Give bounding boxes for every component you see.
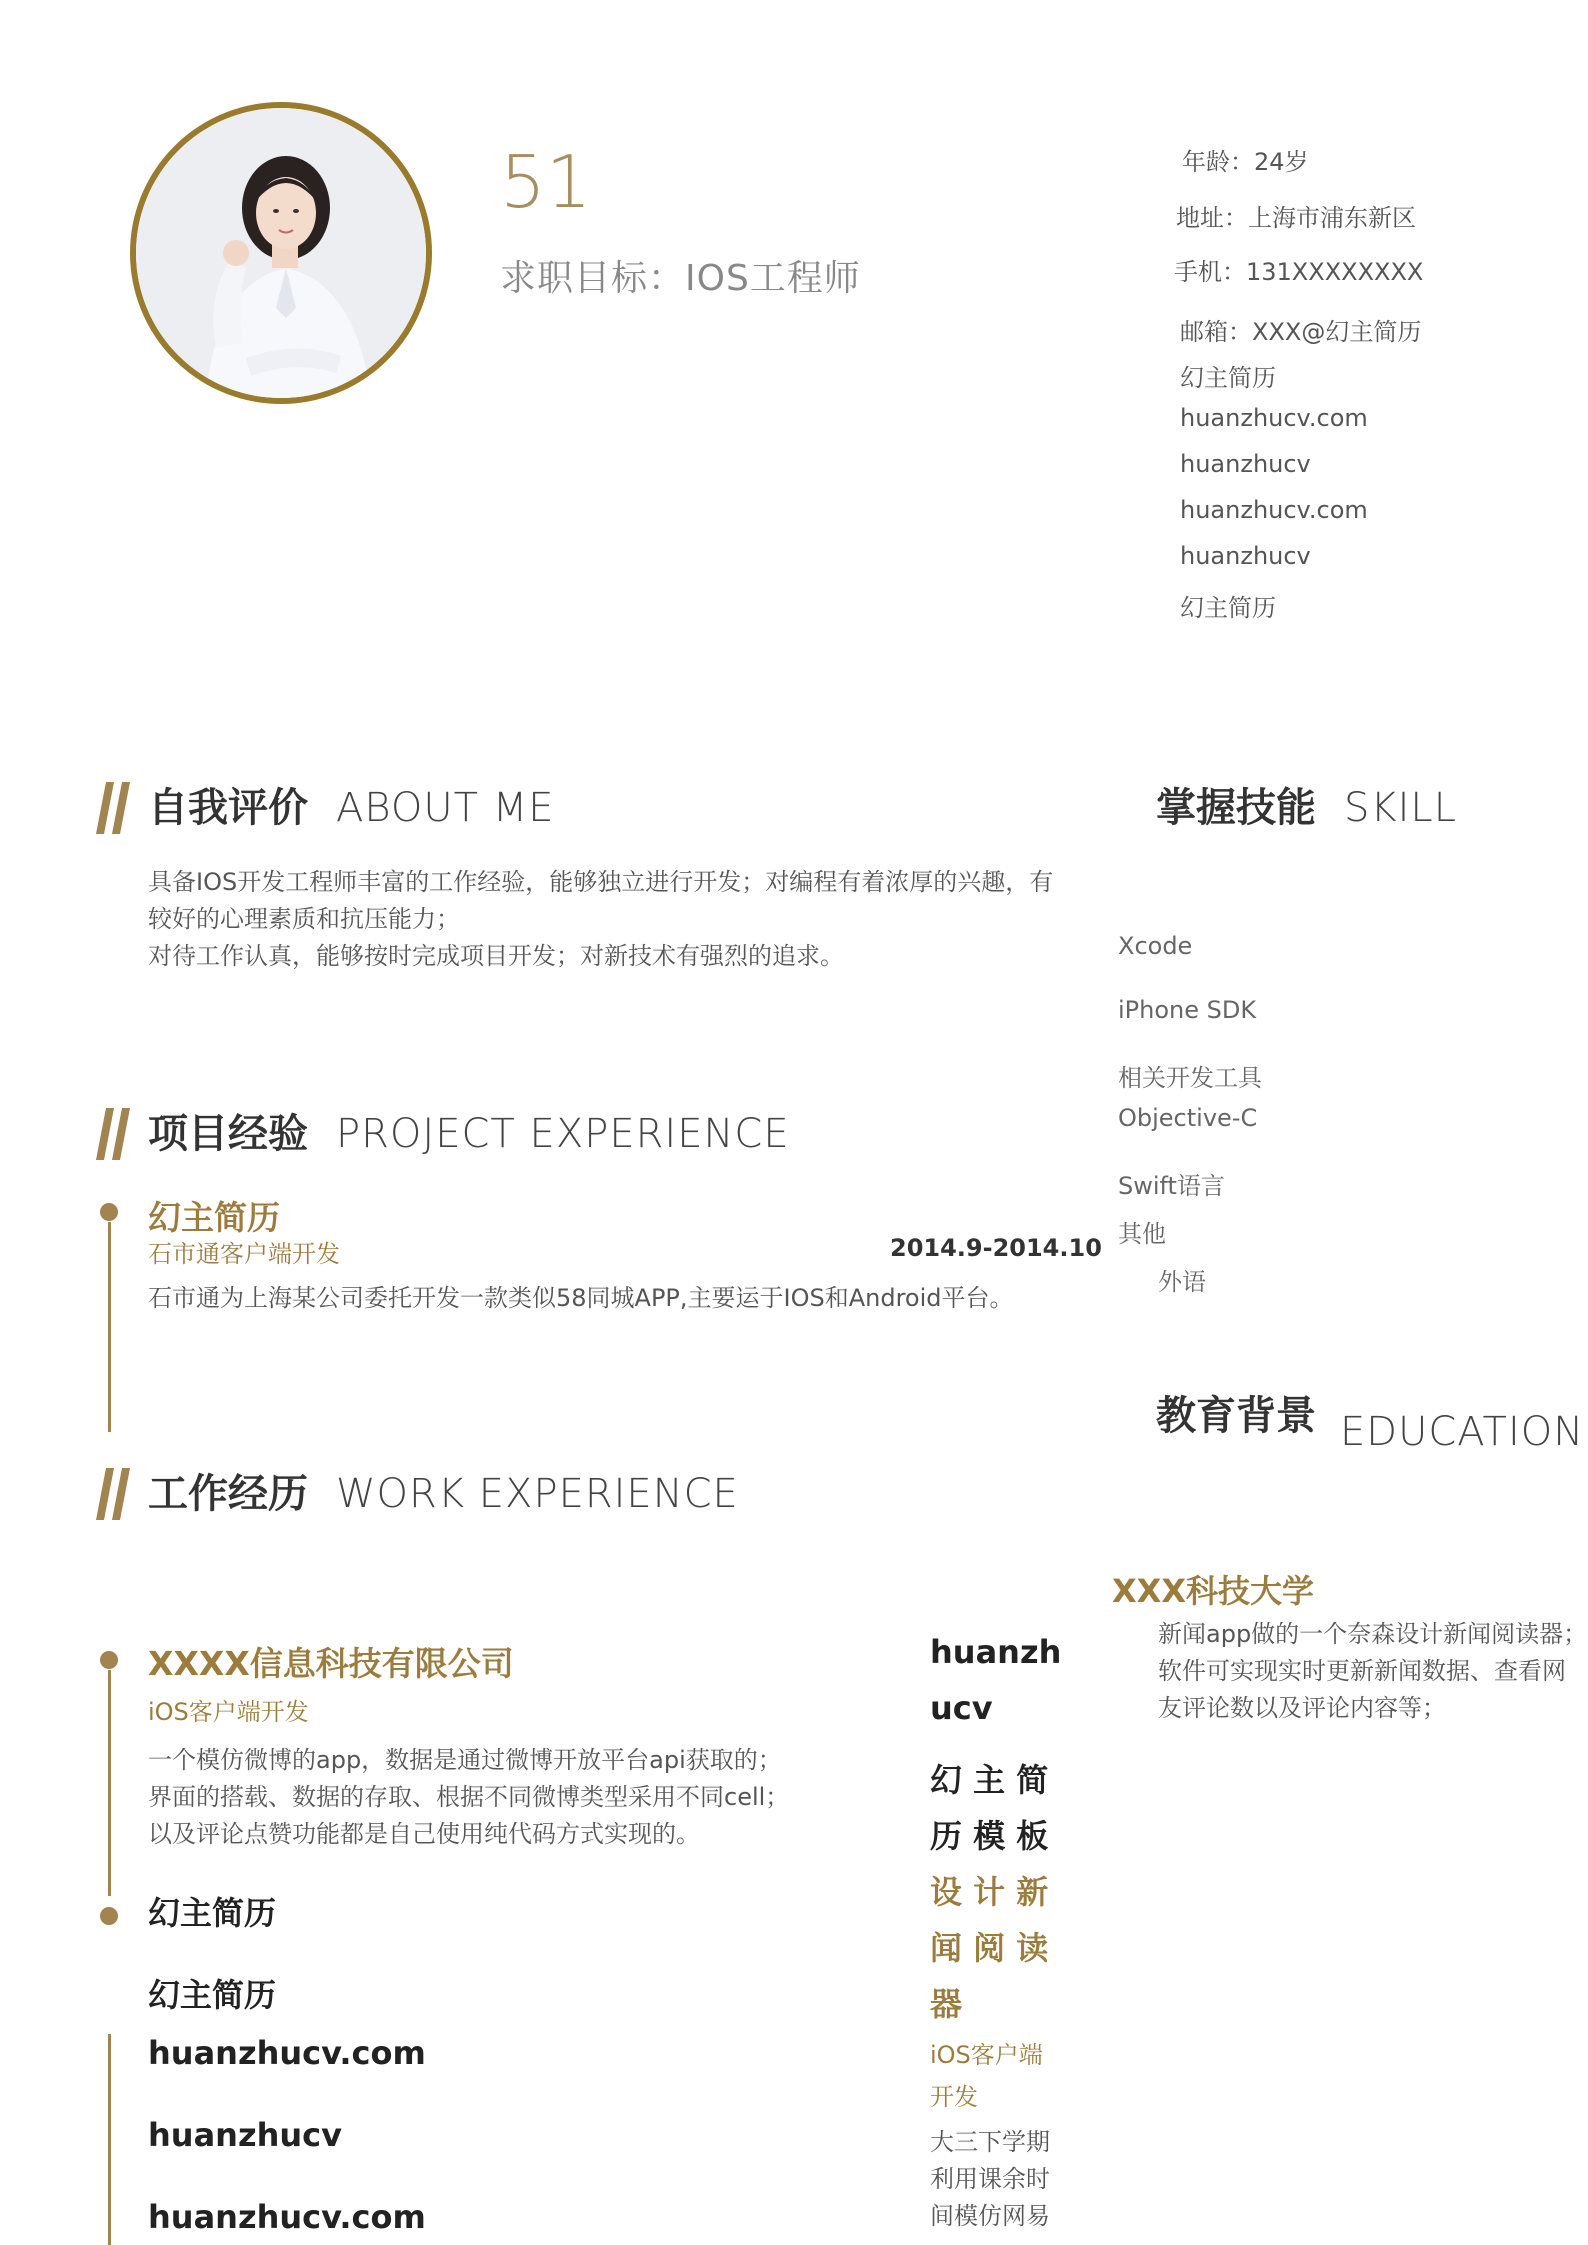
- info-phone: 手机：131XXXXXXXX: [1174, 258, 1424, 286]
- job-objective: 求职目标：IOS工程师: [500, 258, 861, 299]
- education-line: 友评论数以及评论内容等；: [1158, 1694, 1446, 1722]
- about-title-en: ABOUT ME: [336, 785, 555, 831]
- info-age: 年龄：24岁: [1182, 148, 1309, 176]
- side-line: 设 计 新: [930, 1873, 1049, 1911]
- info-extra-line: 幻主简历: [1180, 364, 1276, 392]
- candidate-name: 51: [500, 140, 592, 224]
- work-side-desc: [930, 2124, 1050, 2235]
- side-line: 开发: [930, 2083, 978, 2111]
- work-side-role: [930, 2034, 1043, 2118]
- skill-item: 相关开发工具: [1118, 1064, 1262, 1092]
- work-title-en: WORK EXPERIENCE: [336, 1471, 739, 1517]
- about-heading: [148, 776, 555, 833]
- about-line: 具备IOS开发工程师丰富的工作经验，能够独立进行开发；对编程有着浓厚的兴趣，有: [148, 868, 1054, 896]
- side-line: huanzh: [930, 1633, 1062, 1671]
- work-side-gold: [930, 1864, 1048, 2032]
- timeline-line: [108, 1222, 111, 1432]
- education-desc: [1158, 1616, 1587, 1727]
- work-entry: huanzhucv: [148, 2116, 342, 2154]
- side-line: 器: [930, 1985, 963, 2023]
- avatar: [130, 102, 432, 404]
- work-entry: 幻主简历: [148, 1976, 277, 2014]
- education-school: XXX科技大学: [1112, 1572, 1315, 1610]
- work-heading: [148, 1462, 739, 1519]
- timeline-line: [108, 1670, 111, 1896]
- section-slash-icon: [96, 1108, 134, 1160]
- skill-item: 外语: [1158, 1268, 1206, 1296]
- side-line: iOS客户端: [930, 2041, 1043, 2069]
- project-date: 2014.9-2014.10: [890, 1234, 1102, 1262]
- work-entry: 幻主简历: [148, 1894, 277, 1932]
- work-line: 界面的搭载、数据的存取、根据不同微博类型采用不同cell；: [148, 1783, 790, 1811]
- work-desc: [148, 1742, 789, 1853]
- work-line: 以及评论点赞功能都是自己使用纯代码方式实现的。: [148, 1820, 700, 1848]
- skill-item: iPhone SDK: [1118, 996, 1257, 1024]
- about-text: [148, 864, 1053, 975]
- info-extra-line: 幻主简历: [1180, 594, 1276, 622]
- work-line: 一个模仿微博的app，数据是通过微博开放平台api获取的；: [148, 1746, 782, 1774]
- info-address: 地址：上海市浦东新区: [1176, 204, 1416, 232]
- project-title-cn: 项目经验: [148, 1111, 308, 1157]
- education-title-cn: 教育背景: [1156, 1393, 1316, 1439]
- skill-item: 其他: [1118, 1220, 1166, 1248]
- skill-item: Swift语言: [1118, 1172, 1225, 1200]
- skill-title-en: SKILL: [1344, 785, 1457, 831]
- work-side-bold-2: [930, 1752, 1048, 1864]
- work-role: iOS客户端开发: [148, 1698, 309, 1726]
- about-title-cn: 自我评价: [148, 785, 308, 831]
- skill-item: Xcode: [1118, 932, 1193, 960]
- timeline-dot: [100, 1203, 118, 1221]
- section-slash-icon: [96, 782, 134, 834]
- side-line: ucv: [930, 1689, 993, 1727]
- work-entry: huanzhucv.com: [148, 2034, 426, 2072]
- project-desc: 石市通为上海某公司委托开发一款类似58同城APP,主要运于IOS和Android平台。: [148, 1284, 1014, 1312]
- work-company: XXXX信息科技有限公司: [148, 1644, 514, 1683]
- work-title-cn: 工作经历: [148, 1471, 308, 1517]
- project-company: 幻主简历: [148, 1198, 280, 1237]
- timeline-line: [108, 2034, 111, 2245]
- side-line: 间模仿网易: [930, 2202, 1050, 2230]
- info-email: 邮箱：XXX@幻主简历: [1180, 318, 1422, 346]
- side-line: 大三下学期: [930, 2128, 1050, 2156]
- person-photo-icon: [136, 108, 426, 398]
- skill-title-cn: 掌握技能: [1156, 785, 1316, 831]
- work-entry: huanzhucv.com: [148, 2198, 426, 2236]
- education-line: 新闻app做的一个奈森设计新闻阅读器；: [1158, 1620, 1588, 1648]
- work-side-bold: [930, 1624, 1061, 1736]
- skill-item: Objective-C: [1118, 1104, 1258, 1132]
- section-slash-icon: [96, 1468, 134, 1520]
- about-line: 较好的心理素质和抗压能力；: [148, 905, 460, 933]
- skill-heading: [1156, 776, 1457, 833]
- about-line: 对待工作认真，能够按时完成项目开发；对新技术有强烈的追求。: [148, 942, 844, 970]
- info-extra-line: huanzhucv.com: [1180, 496, 1368, 524]
- education-heading: [1156, 1384, 1585, 1455]
- timeline-dot: [100, 1907, 118, 1925]
- side-line: 利用课余时: [930, 2165, 1050, 2193]
- info-extra-line: huanzhucv: [1180, 542, 1311, 570]
- side-line: 闻 阅 读: [930, 1929, 1049, 1967]
- education-line: 软件可实现实时更新新闻数据、查看网: [1158, 1657, 1566, 1685]
- info-extra-line: huanzhucv: [1180, 450, 1311, 478]
- side-line: 历 模 板: [930, 1817, 1049, 1855]
- project-heading: [148, 1102, 790, 1159]
- timeline-dot: [100, 1651, 118, 1669]
- side-line: 幻 主 简: [930, 1761, 1049, 1799]
- info-extra-line: huanzhucv.com: [1180, 404, 1368, 432]
- project-title-en: PROJECT EXPERIENCE: [336, 1111, 790, 1157]
- education-title-en: EDUCATION: [1340, 1409, 1585, 1455]
- project-role: 石市通客户端开发: [148, 1240, 340, 1268]
